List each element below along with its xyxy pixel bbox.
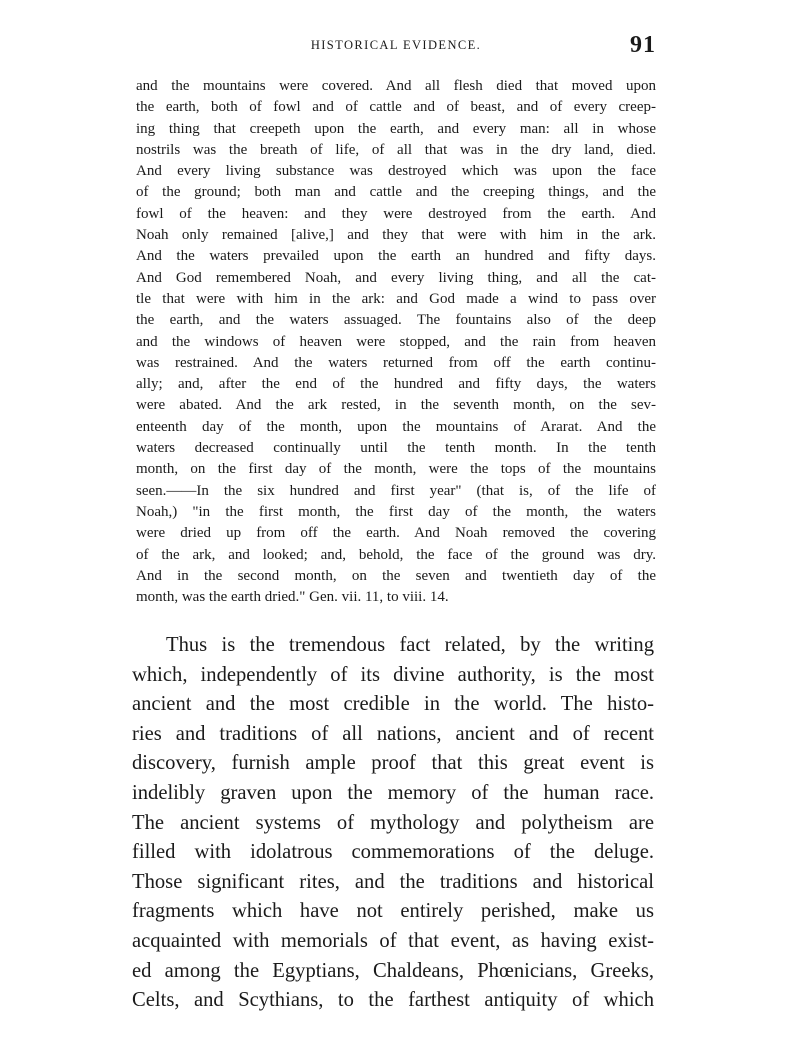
paragraph-line: ed among the Egyptians, Chaldeans, Phœnicians, Greeks, — [132, 959, 654, 982]
quotation-line: the earth, both of fowl and of cattle and of beast, and of every creep- — [136, 99, 656, 116]
quotation-line: fowl of the heaven: and they were destroyed from the earth. And — [136, 205, 656, 222]
scripture-quotation — [136, 76, 656, 608]
quotation-line: of the ark, and looked; and, behold, the face of the ground was dry. — [136, 546, 656, 563]
page-number: 91 — [630, 32, 656, 58]
quotation-line: nostrils was the breath of life, of all that was in the dry land, died. — [136, 141, 656, 158]
quotation-line: tle that were with him in the ark: and God made a wind to pass over — [136, 290, 656, 307]
quotation-line: month, was the earth dried." Gen. vii. 11, to viii. 14. — [136, 589, 449, 606]
paragraph-line: The ancient systems of mythology and polytheism are — [132, 811, 654, 834]
quotation-line: were dried up from off the earth. And Noah removed the covering — [136, 525, 656, 542]
quotation-line: ally; and, after the end of the hundred and fifty days, the waters — [136, 376, 656, 393]
paragraph-line: Those significant rites, and the traditions and historical — [132, 870, 654, 893]
quotation-line: and the mountains were covered. And all flesh died that moved upon — [136, 78, 656, 94]
quotation-line: the earth, and the waters assuaged. The fountains also of the deep — [136, 312, 656, 329]
quotation-line: And the waters prevailed upon the earth an hundred and fifty days. — [136, 248, 656, 265]
quotation-line: Noah,) "in the first month, the first day of the month, the waters — [136, 503, 656, 520]
quotation-line: of the ground; both man and cattle and the creeping things, and the — [136, 184, 656, 201]
paragraph-line: indelibly graven upon the memory of the human race. — [132, 781, 654, 804]
quotation-line: seen.——In the six hundred and first year" (that is, of the life of — [136, 482, 656, 499]
running-head — [136, 34, 656, 64]
quotation-line: Noah only remained [alive,] and they that were with him in the ark. — [136, 227, 656, 244]
paragraph-line: Thus is the tremendous fact related, by the writing — [166, 634, 654, 656]
quotation-line: waters decreased continually until the tenth month. In the tenth — [136, 440, 656, 457]
quotation-line: And God remembered Noah, and every living thing, and all the cat- — [136, 269, 656, 286]
quotation-line: ing thing that creepeth upon the earth, and every man: all in whose — [136, 120, 656, 137]
quotation-line: was restrained. And the waters returned from off the earth continu- — [136, 354, 656, 371]
running-title: HISTORICAL EVIDENCE. — [310, 38, 482, 52]
paragraph-line: Celts, and Scythians, to the farthest antiquity of which — [132, 989, 654, 1012]
paragraph-line: fragments which have not entirely perished, make us — [132, 900, 654, 923]
paragraph-line: discovery, furnish ample proof that this great event is — [132, 752, 654, 775]
paragraph-line: filled with idolatrous commemorations of the deluge. — [132, 841, 654, 864]
body-paragraph — [132, 631, 654, 1016]
paragraph-line: which, independently of its divine authority, is the most — [132, 663, 654, 686]
paragraph-line: ries and traditions of all nations, ancient and of recent — [132, 722, 654, 745]
quotation-line: And every living substance was destroyed which was upon the face — [136, 163, 656, 180]
quotation-line: month, on the first day of the month, were the tops of the mountains — [136, 461, 656, 478]
paragraph-line: acquainted with memorials of that event, as having exist- — [132, 929, 654, 952]
quotation-line: were abated. And the ark rested, in the seventh month, on the sev- — [136, 397, 656, 414]
quotation-line: enteenth day of the month, upon the mountains of Ararat. And the — [136, 418, 656, 435]
quotation-line: And in the second month, on the seven and twentieth day of the — [136, 567, 656, 584]
quotation-line: and the windows of heaven were stopped, and the rain from heaven — [136, 333, 656, 350]
paragraph-line: ancient and the most credible in the world. The histo- — [132, 693, 654, 716]
